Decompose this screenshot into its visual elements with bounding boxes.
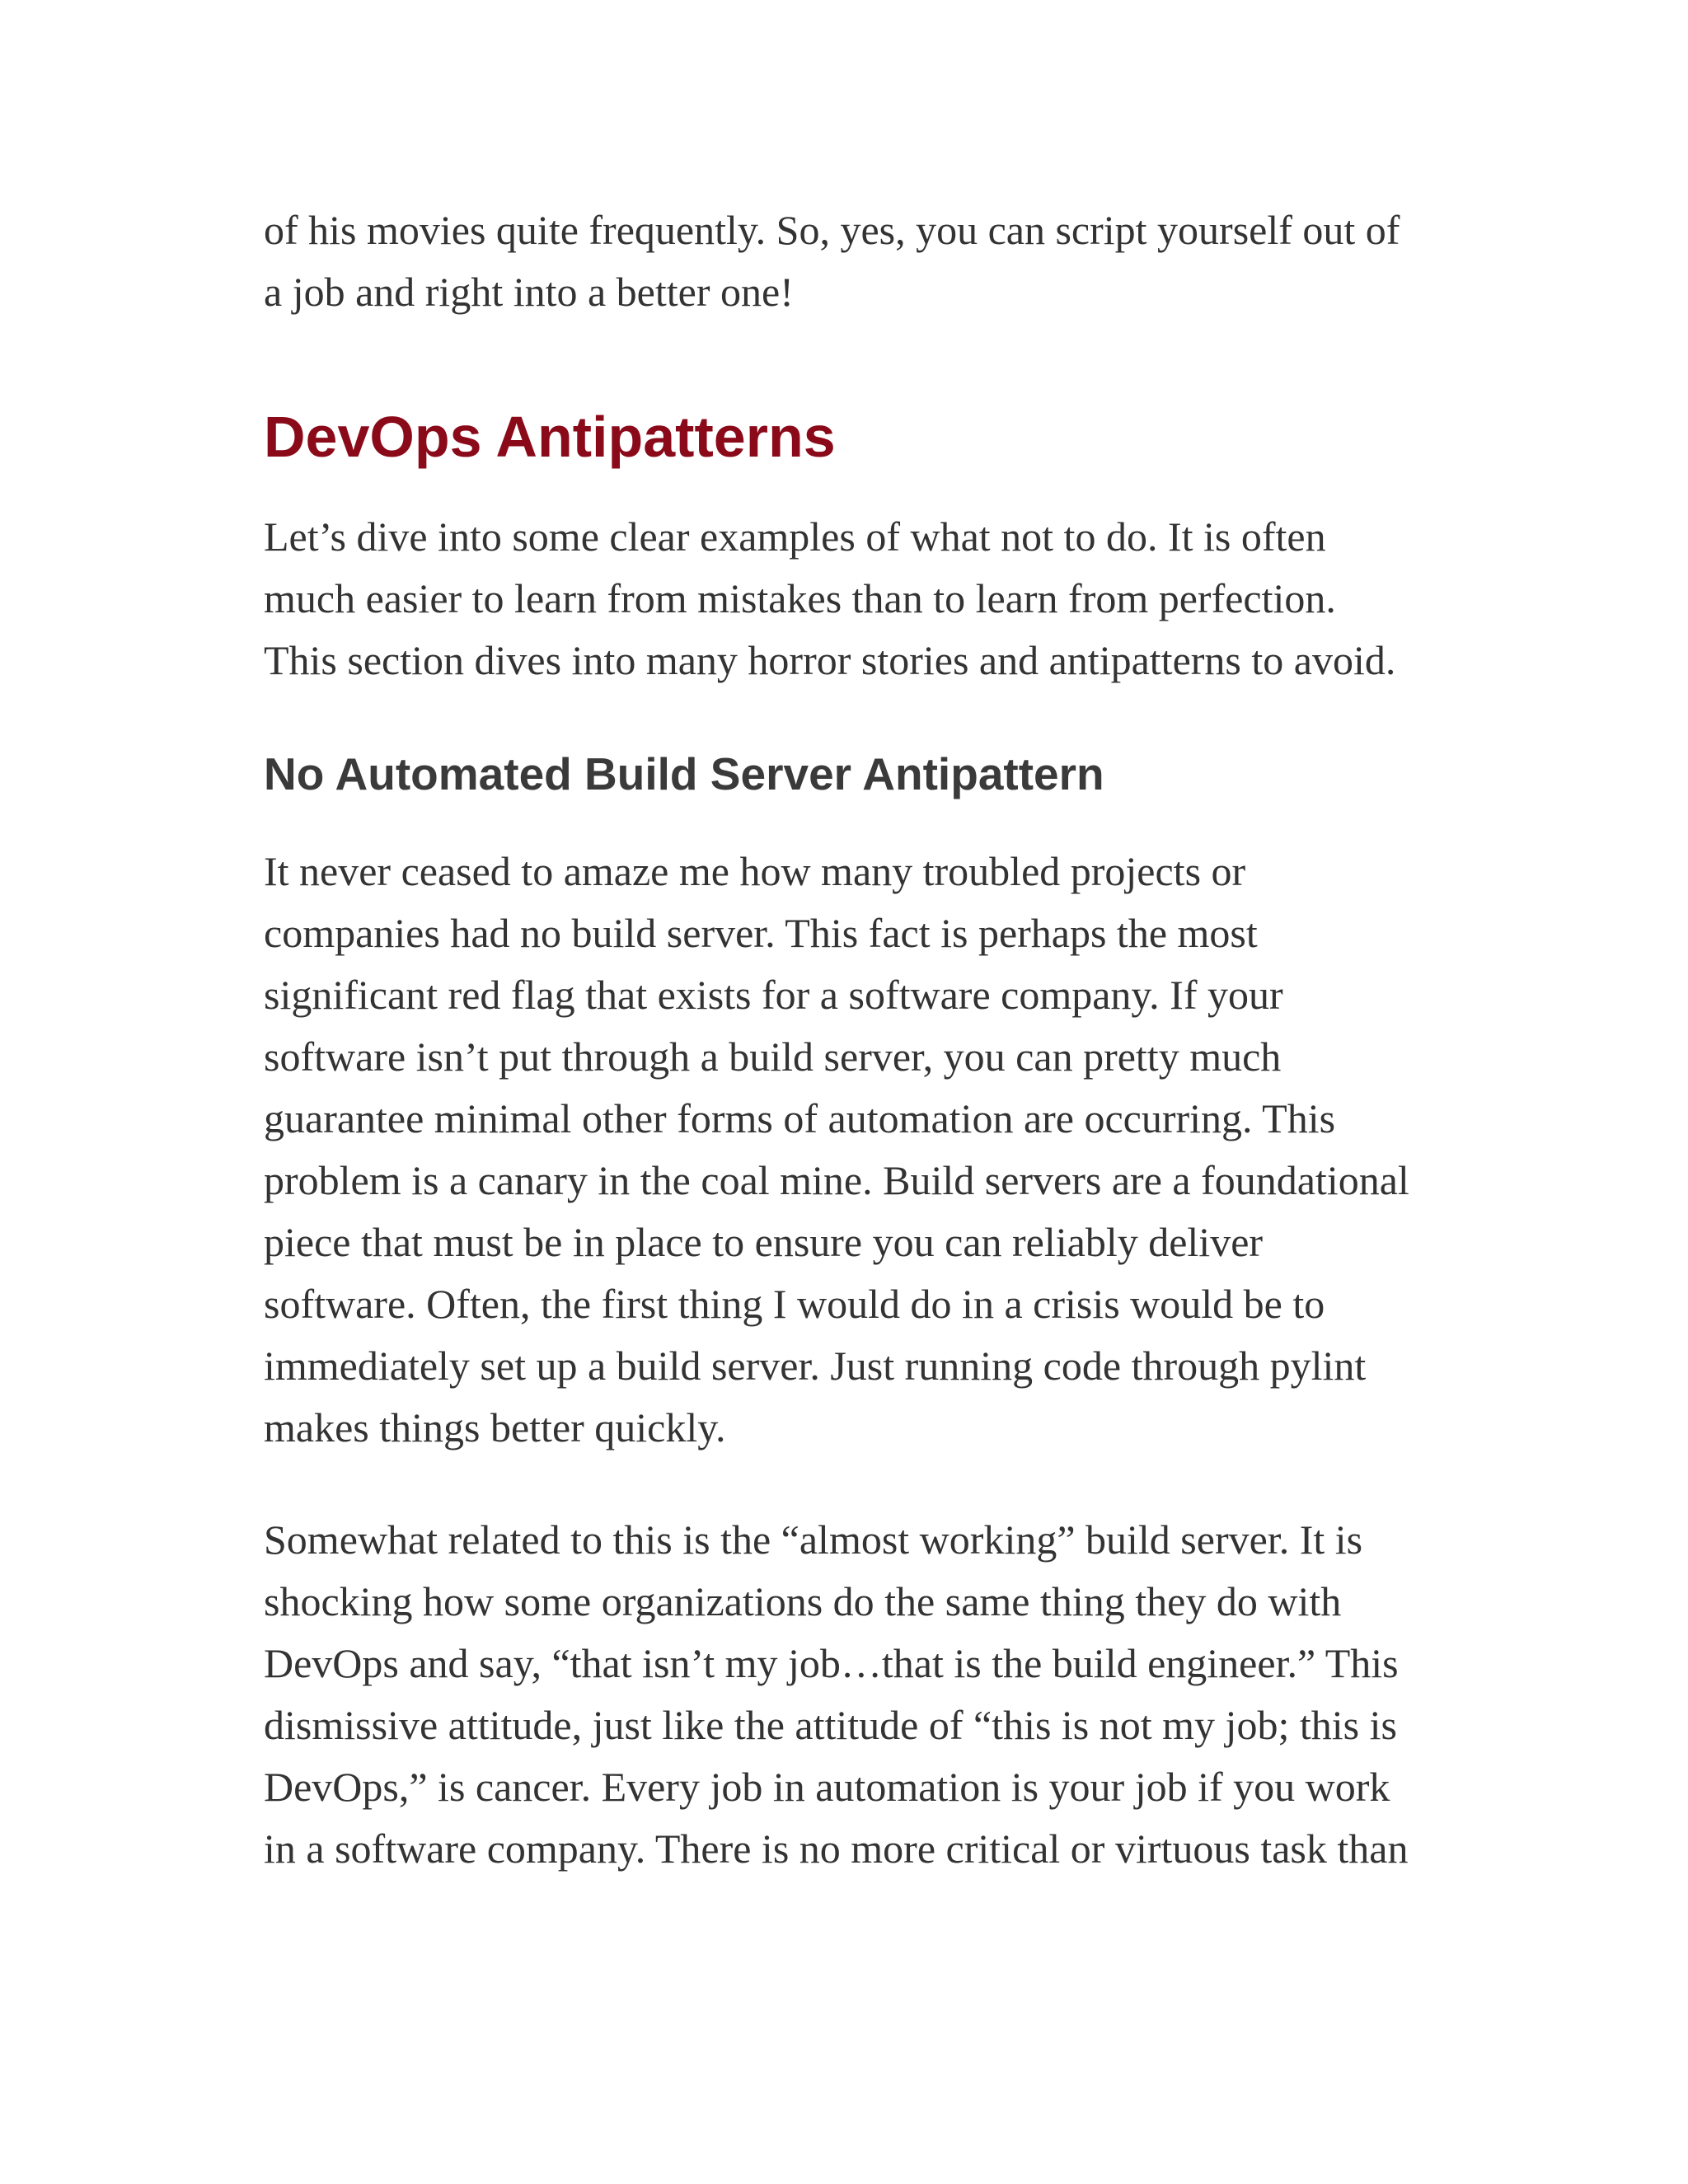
text-line: significant red flag that exists for a software company. If your bbox=[264, 972, 1283, 1018]
text-line: a job and right into a better one! bbox=[264, 269, 794, 315]
intro-paragraph bbox=[264, 199, 1434, 323]
text-line: in a software company. There is no more critical or virtuous task than bbox=[264, 1825, 1409, 1872]
text-line: piece that must be in place to ensure you can reliably deliver bbox=[264, 1219, 1264, 1265]
text-line: This section dives into many horror stories and antipatterns to avoid. bbox=[264, 637, 1396, 683]
build-server-paragraph bbox=[264, 841, 1434, 1459]
text-line: companies had no build server. This fact is perhaps the most bbox=[264, 910, 1258, 956]
text-line: Let’s dive into some clear examples of what not to do. It is often bbox=[264, 513, 1326, 560]
text-line: software. Often, the first thing I would do in a crisis would be to bbox=[264, 1281, 1325, 1327]
text-line: dismissive attitude, just like the attitude of “this is not my job; this is bbox=[264, 1702, 1397, 1748]
text-line: software isn’t put through a build server, you can pretty much bbox=[264, 1033, 1282, 1080]
text-line: problem is a canary in the coal mine. Build servers are a foundational bbox=[264, 1157, 1409, 1203]
almost-working-paragraph bbox=[264, 1509, 1434, 1880]
text-line: DevOps and say, “that isn’t my job…that is the build engineer.” This bbox=[264, 1640, 1399, 1686]
text-line: Somewhat related to this is the “almost working” build server. It is bbox=[264, 1516, 1363, 1563]
section-intro-paragraph bbox=[264, 506, 1434, 691]
section-heading: DevOps Antipatterns bbox=[264, 405, 836, 469]
text-line: shocking how some organizations do the same thing they do with bbox=[264, 1578, 1342, 1624]
text-line: makes things better quickly. bbox=[264, 1404, 726, 1451]
text-line: guarantee minimal other forms of automation are occurring. This bbox=[264, 1095, 1336, 1141]
text-line: much easier to learn from mistakes than to learn from perfection. bbox=[264, 575, 1336, 621]
text-line: of his movies quite frequently. So, yes, you can script yourself out of bbox=[264, 207, 1400, 253]
subsection-heading: No Automated Build Server Antipattern bbox=[264, 748, 1104, 799]
text-line: It never ceased to amaze me how many troubled projects or bbox=[264, 848, 1246, 894]
text-line: immediately set up a build server. Just running code through pylint bbox=[264, 1343, 1367, 1389]
text-line: DevOps,” is cancer. Every job in automation is your job if you work bbox=[264, 1764, 1390, 1810]
